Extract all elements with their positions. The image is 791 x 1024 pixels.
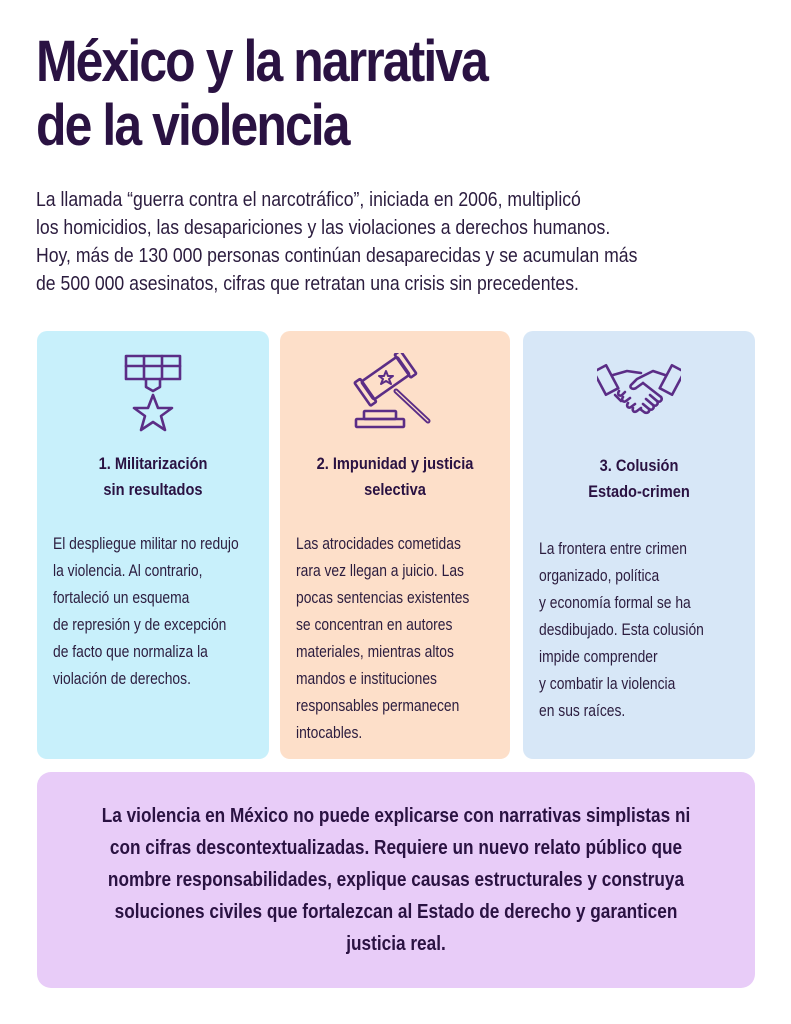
card-body-line: y economía formal se ha xyxy=(539,594,691,612)
medal-icon xyxy=(37,353,269,437)
page-title-line-2: de la violencia xyxy=(36,93,349,158)
conclusion-line: soluciones civiles que fortalezcan al Estado de derecho y garanticen xyxy=(114,900,678,923)
intro-line-3: Hoy, más de 130 000 personas continúan desaparecidas y se acumulan más xyxy=(36,244,638,267)
handshake-icon xyxy=(523,359,755,417)
card-title xyxy=(280,451,510,503)
card-body-line: se concentran en autores xyxy=(296,616,453,634)
conclusion-line: La violencia en México no puede explicarse con narrativas simplistas ni xyxy=(101,804,691,827)
card-body-line: en sus raíces. xyxy=(539,702,626,720)
card-body-line: desdibujado. Esta colusión xyxy=(539,621,704,639)
card-body-line: impide comprender xyxy=(539,648,658,666)
card-title-line-2: selectiva xyxy=(364,480,426,499)
conclusion-line: nombre responsabilidades, explique causas estructurales y construya xyxy=(107,868,685,891)
card-body-line: y combatir la violencia xyxy=(539,675,676,693)
card-title-line-1: 2. Impunidad y justicia xyxy=(316,454,474,473)
card-title xyxy=(523,453,755,505)
card-body-line: fortaleció un esquema xyxy=(53,589,190,607)
card-title xyxy=(37,451,269,503)
card-body-line: Las atrocidades cometidas xyxy=(296,535,461,553)
card-body xyxy=(296,531,502,747)
intro-line-1: La llamada “guerra contra el narcotráfico”, iniciada en 2006, multiplicó xyxy=(36,188,581,211)
card-title-line-2: sin resultados xyxy=(103,480,203,499)
card-title-line-2: Estado-crimen xyxy=(588,482,690,501)
card-body xyxy=(539,536,735,725)
page-title-line-1: México y la narrativa xyxy=(36,29,488,94)
card-body-line: de facto que normaliza la xyxy=(53,643,208,661)
card-colusion xyxy=(523,331,755,759)
page-title xyxy=(36,30,638,158)
card-body-line: materiales, mientras altos xyxy=(296,643,454,661)
conclusion-box xyxy=(37,772,755,988)
intro-paragraph xyxy=(36,186,655,298)
card-body-line: organizado, política xyxy=(539,567,660,585)
card-militarizacion xyxy=(37,331,269,759)
card-body-line: la violencia. Al contrario, xyxy=(53,562,203,580)
card-title-line-1: 3. Colusión xyxy=(599,456,679,475)
card-body-line: El despliegue militar no redujo xyxy=(53,535,239,553)
conclusion-line: con cifras descontextualizadas. Requiere un nuevo relato público que xyxy=(109,836,683,859)
card-body-line: intocables. xyxy=(296,724,363,742)
card-body-line: responsables permanecen xyxy=(296,697,460,715)
card-body-line: violación de derechos. xyxy=(53,670,191,688)
card-body-line: mandos e instituciones xyxy=(296,670,438,688)
card-body-line: pocas sentencias existentes xyxy=(296,589,470,607)
card-body xyxy=(53,531,274,693)
card-body-line: rara vez llegan a juicio. Las xyxy=(296,562,464,580)
card-title-line-1: 1. Militarización xyxy=(98,454,208,473)
conclusion-text xyxy=(37,800,755,960)
card-body-line: de represión y de excepción xyxy=(53,616,227,634)
gavel-icon xyxy=(280,353,510,429)
intro-line-2: los homicidios, las desapariciones y las violaciones a derechos humanos. xyxy=(36,216,611,239)
conclusion-line: justicia real. xyxy=(346,932,446,955)
card-body-line: La frontera entre crimen xyxy=(539,540,687,558)
intro-line-4: de 500 000 asesinatos, cifras que retratan una crisis sin precedentes. xyxy=(36,272,579,295)
card-impunidad xyxy=(280,331,510,759)
